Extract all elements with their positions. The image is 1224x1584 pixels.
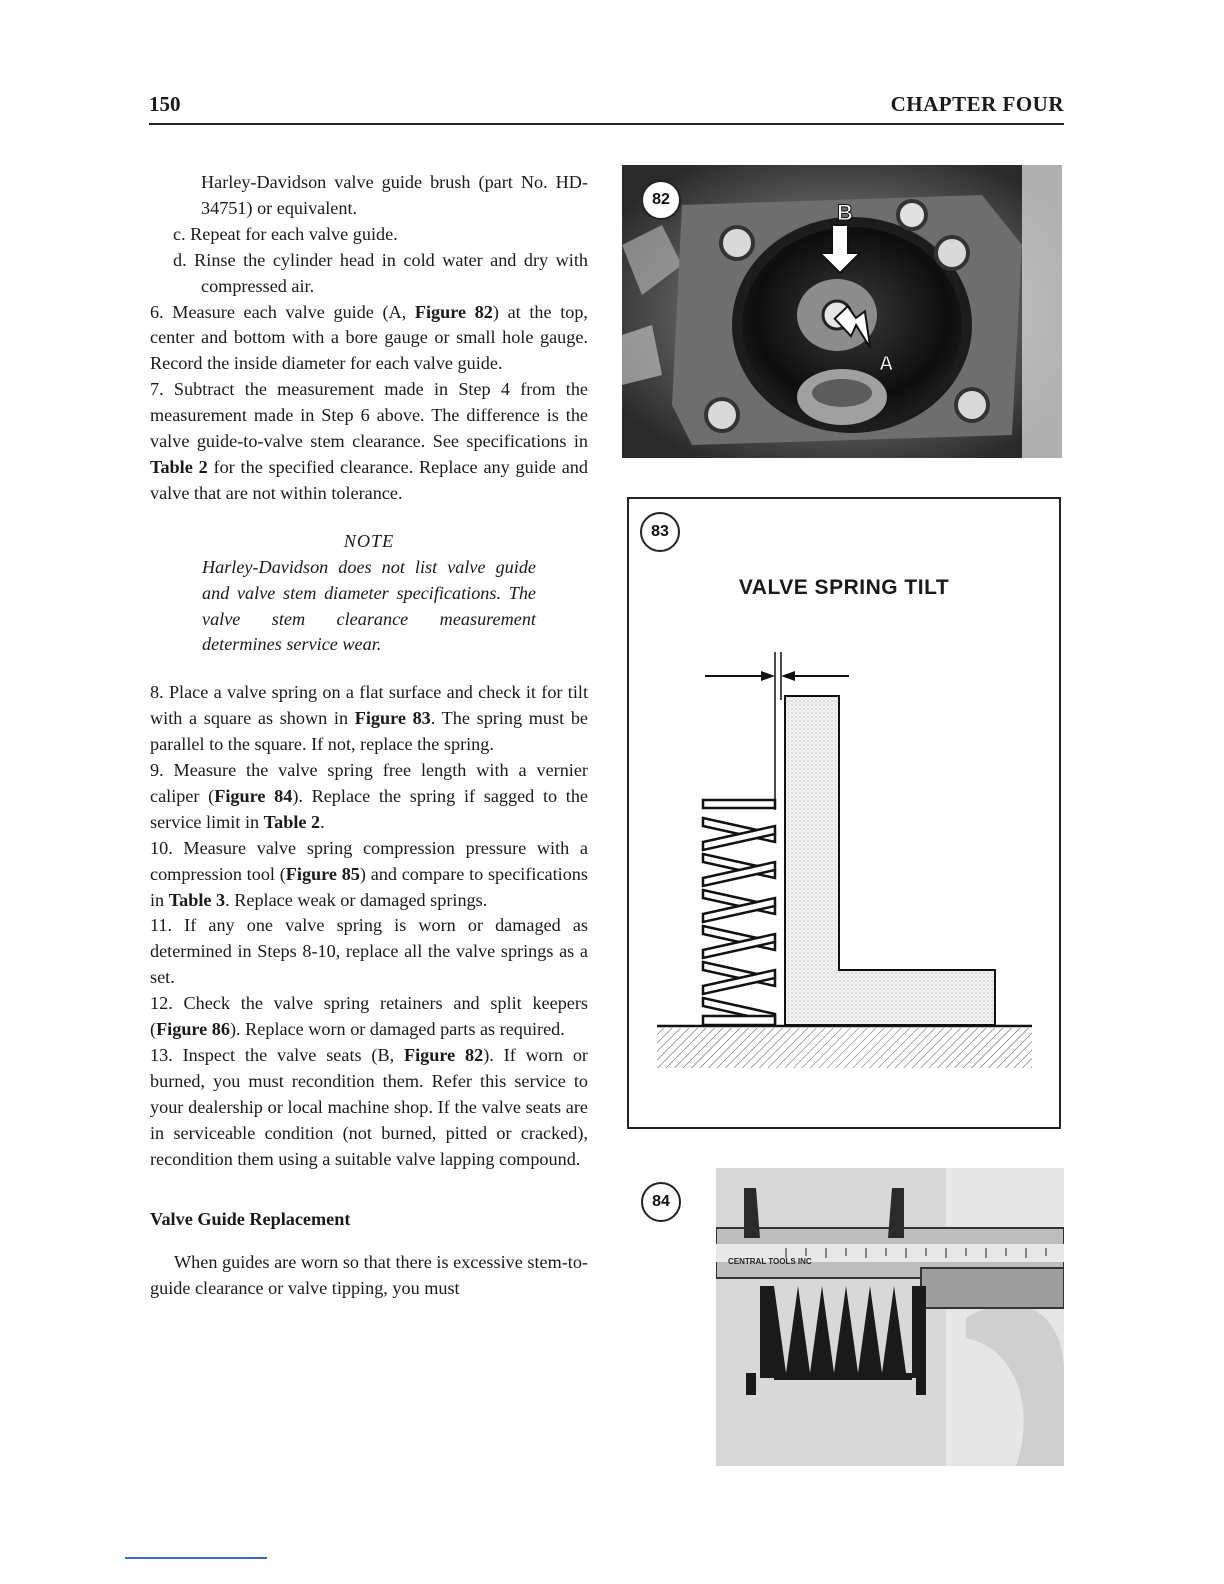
step-12: 12. Check the valve spring retainers and split keepers (Figure 86). Replace worn or damaged parts as required.: [150, 993, 588, 1040]
step-9: 9. Measure the valve spring free length with a vernier caliper (Figure 84). Replace the spring if sagged to the service limit in Table 2.: [150, 760, 589, 832]
note-title: NOTE: [343, 530, 395, 551]
caliper-brand-label: CENTRAL TOOLS INC: [728, 1257, 812, 1266]
note-body: Harley-Davidson does not list valve guide and valve stem diameter specifications. The valve stem clearance measurement determines service wear.: [202, 556, 536, 655]
section-heading: Valve Guide Replacement: [150, 1208, 351, 1229]
table-ref: Table 3: [168, 889, 226, 910]
figure-ref: Figure 85: [285, 863, 360, 884]
table-ref: Table 2: [263, 811, 321, 832]
figure-83-title: VALVE SPRING TILT: [738, 576, 950, 599]
step-8: 8. Place a valve spring on a flat surface and check it for tilt with a square as shown in Figure 83. The spring must be parallel to the square. If not, replace the spring.: [150, 682, 588, 755]
figure-ref: Figure 82: [414, 301, 493, 322]
figure-84-photo: [716, 1168, 1064, 1466]
body-text-column: [150, 170, 588, 1302]
step-10: 10. Measure valve spring compression pressure with a compression tool (Figure 85) and compare to specifications in Table 3. Replace weak or damaged springs.: [150, 837, 588, 910]
page-number: 150: [149, 92, 181, 116]
last-paragraph: When guides are worn so that there is excessive stem-to-guide clearance or valve tipping, you must: [150, 1252, 588, 1299]
figure-82-label-a: A: [879, 353, 894, 375]
header-rule: [149, 123, 1064, 125]
step-7: 7. Subtract the measurement made in Step 4 from the measurement made in Step 6 above. The difference is the valve guide-to-valve stem clearance. See specifications in Table 2 for the specified clearance. Replace any guide and valve that are not within tolerance.: [150, 379, 588, 503]
figure-82-number: 82: [641, 180, 681, 220]
figure-ref: Figure 83: [354, 708, 431, 729]
table-ref: Table 2: [150, 456, 208, 477]
list-item-d: d. Rinse the cylinder head in cold water and dry with compressed air.: [173, 249, 588, 296]
figure-84-number: 84: [641, 1182, 681, 1222]
chapter-title: CHAPTER FOUR: [890, 92, 1064, 116]
paragraph-brush: Harley-Davidson valve guide brush (part No. HD-34751) or equivalent.: [201, 172, 588, 218]
step-13: 13. Inspect the valve seats (B, Figure 82). If worn or burned, you must recondition them. Refer this service to your dealership or local machine shop. If the valve seats are in serviceable condition (not burned, pitted or cracked), recondition them using a suitable valve lapping compound.: [150, 1045, 588, 1169]
footer-rule: [125, 1557, 267, 1559]
figure-83-number: 83: [640, 512, 680, 552]
figure-82-label-b: B: [837, 200, 853, 225]
step-6: 6. Measure each valve guide (A, Figure 82) at the top, center and bottom with a bore gauge or small hole gauge. Record the inside diameter for each valve guide.: [150, 301, 588, 374]
figure-ref: Figure 84: [214, 785, 293, 806]
valve-spring-tilt-diagram: [627, 640, 1061, 1080]
figure-ref: Figure 86: [156, 1019, 230, 1040]
step-11: 11. If any one valve spring is worn or damaged as determined in Steps 8-10, replace all the valve springs as a set.: [150, 915, 588, 988]
list-item-c: c. Repeat for each valve guide.: [173, 223, 398, 244]
figure-ref: Figure 82: [404, 1045, 484, 1065]
figure-82-photo: [622, 165, 1062, 458]
